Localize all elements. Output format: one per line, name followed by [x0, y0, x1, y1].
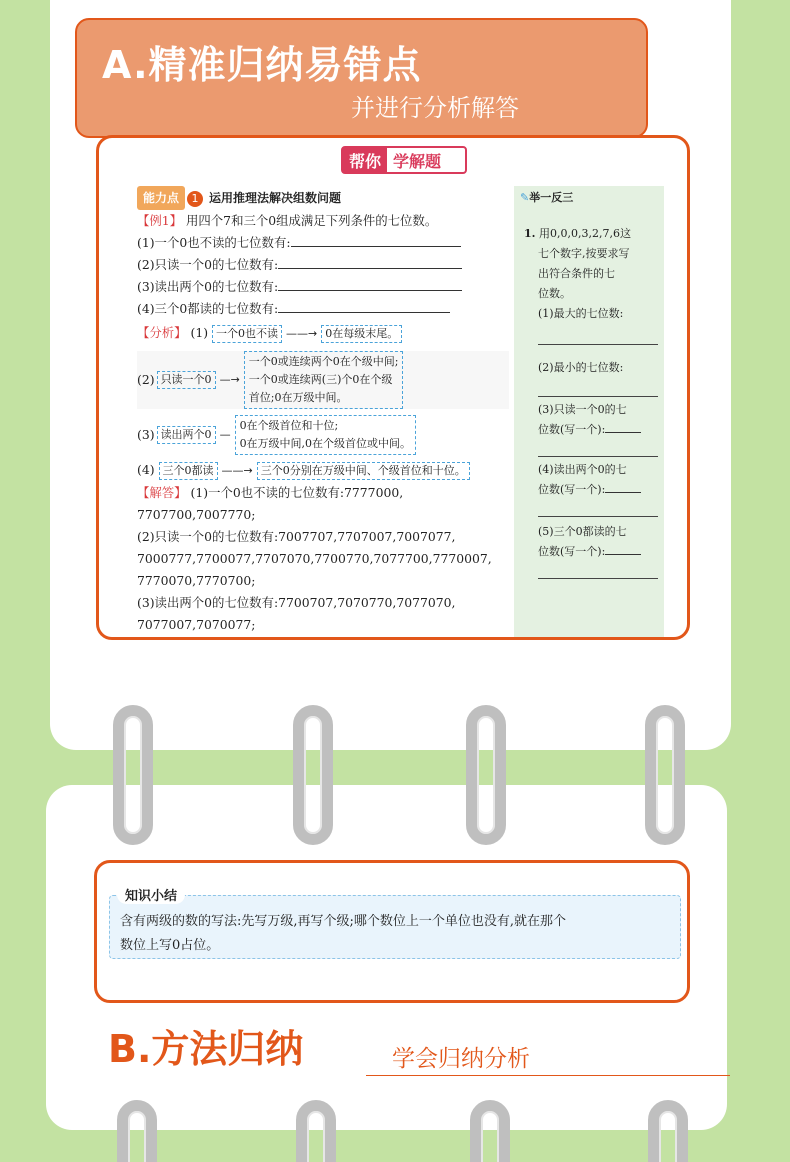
answer-blank: [278, 268, 462, 269]
analysis-num: (4): [137, 462, 155, 477]
practice-text: 出符合条件的七: [538, 267, 615, 280]
question-line: [137, 254, 509, 276]
practice-text: 位数。: [538, 287, 571, 300]
answer-text: 7707700,7007770;: [137, 507, 256, 522]
binder-ring: [648, 1100, 688, 1162]
arrow: ——→: [286, 327, 318, 340]
question-text: (3)读出两个0的七位数有:: [137, 279, 279, 294]
practice-subq: (2)最小的七位数:: [538, 361, 624, 374]
analysis-line-4: [137, 459, 509, 482]
banner-part-a: 帮你: [343, 148, 387, 172]
question-line: [137, 232, 509, 254]
question-text: (1)一个0也不读的七位数有:: [137, 235, 291, 250]
analysis-result-box: [244, 351, 404, 409]
help-you-banner: [341, 146, 467, 174]
answer-blank: [538, 578, 658, 579]
knowledge-summary: [109, 895, 681, 959]
practice-subq-line: 位数(写一个):: [538, 483, 606, 496]
section-a-title: A.精准归纳易错点: [102, 43, 422, 87]
analysis-result-box: [235, 415, 417, 455]
example-line: [137, 210, 509, 232]
arrow: —: [219, 428, 231, 441]
answer-blank: [278, 312, 450, 313]
analysis-num: (3): [137, 427, 155, 442]
analysis-num: (2): [137, 372, 155, 387]
binder-ring: [113, 705, 153, 845]
practice-subq-line: 位数(写一个):: [538, 423, 606, 436]
analysis-line-2: [137, 351, 509, 409]
summary-line: 含有两级的数的写法:先写万级,再写个级;哪个数位上一个单位也没有,就在那个: [120, 914, 567, 929]
answer-blank: [538, 516, 658, 517]
analysis-condition: 三个0都读: [159, 462, 218, 480]
practice-subq: [524, 400, 662, 440]
binder-ring: [296, 1100, 336, 1162]
analysis-result: 一个0或连续两(三)个0在个级: [248, 373, 393, 386]
banner-part-b: 学解题: [393, 151, 442, 171]
example-text: 用四个7和三个0组成满足下列条件的七位数。: [186, 213, 438, 228]
answer-label: 【解答】: [137, 485, 187, 500]
ability-tag: 能力点: [137, 186, 185, 210]
question-text: (4)三个0都读的七位数有:: [137, 301, 279, 316]
binder-ring: [470, 1100, 510, 1162]
practice-subq-line: (5)三个0都读的七: [538, 525, 627, 538]
analysis-result: 首位;0在万级中间。: [248, 391, 348, 404]
binder-ring: [293, 705, 333, 845]
practice-title: 举一反三: [529, 191, 574, 204]
practice-text: 用0,0,0,3,2,7,6这: [538, 227, 631, 240]
arrow: ——→: [221, 464, 253, 477]
practice-header: [514, 186, 664, 205]
pencil-icon: ✎: [520, 191, 530, 204]
practice-subq: (1)最大的七位数:: [538, 307, 624, 320]
question-line: [137, 298, 509, 320]
ability-heading: [137, 186, 509, 210]
answer-text: 7000777,7700077,7707070,7700770,7077700,7770007,: [137, 551, 492, 566]
binder-ring: [466, 705, 506, 845]
arrow: —→: [219, 373, 240, 386]
answer-blank: [538, 396, 658, 397]
analysis-line-3: [137, 415, 509, 455]
summary-frame: [94, 860, 690, 1003]
analysis-label: 【分析】: [137, 325, 187, 340]
summary-text: [120, 910, 676, 958]
textbook-page-excerpt: [96, 135, 690, 640]
answer-blank: [278, 290, 462, 291]
summary-title: 知识小结: [117, 885, 185, 904]
summary-line: 数位上写0占位。: [120, 938, 220, 953]
practice-text: 七个数字,按要求写: [538, 247, 630, 260]
analysis-result: 0在个级首位和十位;: [239, 419, 339, 432]
analysis-result: 0在每级末尾。: [321, 325, 402, 343]
answer-blank: [538, 344, 658, 345]
ability-number: 1: [187, 191, 203, 207]
analysis-line-1: [137, 322, 509, 345]
binder-ring: [645, 705, 685, 845]
answer-text: (2)只读一个0的七位数有:7007707,7707007,7007077,: [137, 529, 456, 544]
question-line: [137, 276, 509, 298]
analysis-condition: 一个0也不读: [212, 325, 282, 343]
answer-blank: [538, 456, 658, 457]
answer-text: (1)一个0也不读的七位数有:7777000,: [190, 485, 404, 500]
analysis-condition: 读出两个0: [157, 426, 216, 444]
answer-blank: [605, 554, 641, 555]
answer-blank: [291, 246, 461, 247]
practice-num: 1.: [524, 227, 536, 240]
ability-title: 运用推理法解决组数问题: [209, 191, 342, 205]
analysis-result: 一个0或连续两个0在个级中间;: [248, 355, 399, 368]
example-label: 【例1】: [137, 213, 183, 228]
section-a-subtitle: 并进行分析解答: [351, 94, 519, 122]
section-b-subtitle: 学会归纳分析: [392, 1046, 530, 1072]
practice-subq: [524, 460, 662, 500]
subtitle-underline: [366, 1075, 730, 1076]
practice-subq: [524, 522, 662, 562]
practice-sidebar: [514, 186, 664, 640]
answer-blank: [605, 492, 641, 493]
example-column: [137, 186, 509, 636]
answer-line: [137, 482, 509, 504]
question-text: (2)只读一个0的七位数有:: [137, 257, 279, 272]
answer-text: (3)读出两个0的七位数有:7700707,7070770,7077070,: [137, 595, 456, 610]
answer-text: 7770070,7770700;: [137, 573, 256, 588]
practice-subq-line: (3)只读一个0的七: [538, 403, 627, 416]
analysis-condition: 只读一个0: [157, 371, 216, 389]
answer-text: 7077007,7070077;: [137, 617, 256, 632]
practice-subq-line: (4)读出两个0的七: [538, 463, 627, 476]
analysis-num: (1): [190, 325, 209, 340]
binder-ring: [117, 1100, 157, 1162]
analysis-result: 三个0分别在万级中间、个级首位和十位。: [257, 462, 470, 480]
practice-subq-line: 位数(写一个):: [538, 545, 606, 558]
answer-blank: [605, 432, 641, 433]
section-b-title: B.方法归纳: [108, 1027, 304, 1071]
practice-question: [524, 224, 662, 324]
analysis-result: 0在万级中间,0在个级首位或中间。: [239, 437, 412, 450]
